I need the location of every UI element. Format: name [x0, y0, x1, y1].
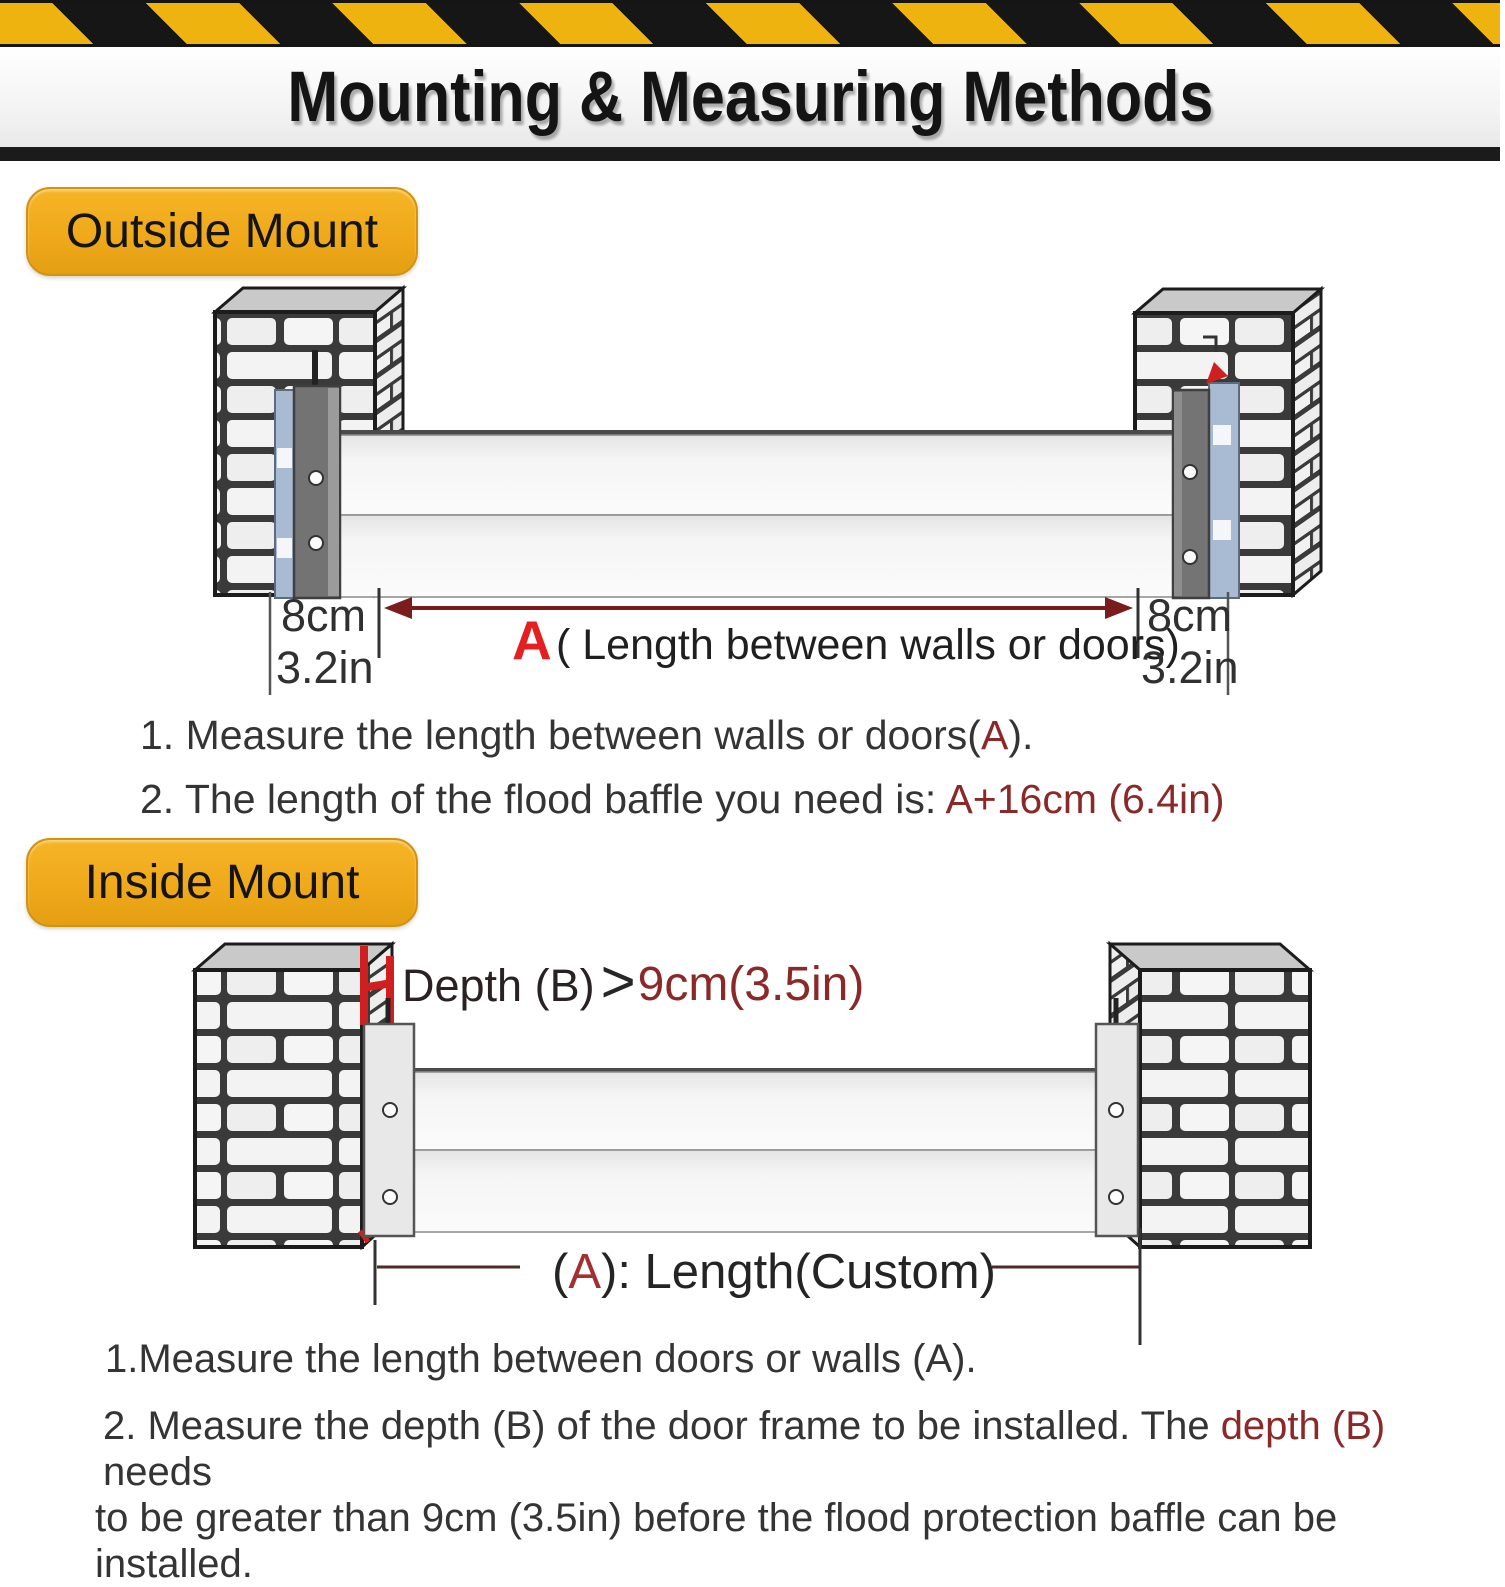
inside-left-bracket [364, 998, 414, 1236]
flood-barrier-panels [337, 430, 1173, 597]
caution-tape-stripe [0, 0, 1500, 47]
seal-notch [1213, 425, 1231, 445]
seal-notch [1213, 520, 1231, 540]
screw-hole [309, 471, 323, 485]
screw-hole [383, 1190, 397, 1204]
barrier-panel [337, 515, 1173, 597]
span-letter-a: A [512, 609, 552, 671]
length-letter-a: A [568, 1245, 602, 1299]
left-offset-in: 3.2in [276, 642, 374, 693]
seal-strip [1209, 383, 1239, 598]
barrier-panel [414, 1072, 1096, 1150]
seal-strip [275, 390, 295, 598]
arrow-head-left-icon [384, 597, 412, 619]
flood-barrier-panels [414, 1068, 1096, 1232]
inside-right-pillar [1110, 944, 1310, 1247]
barrier-panel [337, 435, 1173, 515]
depth-label [402, 948, 865, 1018]
screw-hole [1183, 465, 1197, 479]
screw-hole [1109, 1103, 1123, 1117]
pillar-front-face [195, 970, 362, 1247]
inside-step-2: 2. Measure the depth (B) of the door frame to be installed. The depth (B) needs [103, 1404, 1386, 1494]
depth-value: 9cm(3.5in) [637, 958, 865, 1011]
pillar-top-face [1110, 944, 1310, 970]
screw-hole [309, 536, 323, 550]
length-label: (A): Length(Custom) [552, 1245, 996, 1299]
header-divider-bar [0, 147, 1500, 161]
seal-notch [277, 448, 292, 468]
channel-highlight [1174, 392, 1182, 596]
depth-label-text: Depth (B) [402, 959, 595, 1011]
inside-step-2-continued: to be greater than 9cm (3.5in) before the flood protection baffle can be installed. [95, 1496, 1338, 1586]
inside-steps [95, 1336, 1505, 1587]
outside-mount-badge [26, 187, 418, 276]
inside-right-bracket [1096, 998, 1138, 1236]
seal-notch [277, 538, 292, 558]
inside-step-1: 1.Measure the length between doors or walls (A). [105, 1337, 977, 1381]
barrier-panel [414, 1150, 1096, 1232]
screw-hole [1183, 550, 1197, 564]
right-offset-in: 3.2in [1141, 642, 1239, 693]
inside-mount-badge-label: Inside Mount [84, 856, 360, 909]
outside-mount-badge-label: Outside Mount [65, 205, 379, 258]
screw-hole [1109, 1190, 1123, 1204]
left-offset-cm: 8cm [281, 590, 367, 641]
title-band [0, 47, 1500, 147]
pillar-top-face [1135, 289, 1321, 313]
pillar-side-face [1293, 289, 1321, 595]
span-label-text: ( Length between walls or doors) [556, 621, 1180, 669]
greater-than-sign: > [600, 948, 636, 1015]
page-title: Mounting & Measuring Methods [286, 57, 1214, 137]
right-offset-cm: 8cm [1147, 590, 1233, 641]
channel-highlight [328, 388, 339, 596]
screw-hole [383, 1103, 397, 1117]
pillar-top-face [215, 288, 403, 312]
depth-indicator-crossbar [362, 983, 392, 988]
arrow-head-right-icon [1105, 597, 1133, 619]
pillar-front-face [1140, 970, 1310, 1247]
inside-mount-badge [26, 838, 418, 927]
outside-step-2: 2. The length of the flood baffle you need is: A+16cm (6.4in) [140, 776, 1225, 823]
outside-steps [140, 712, 1480, 823]
outside-step-1: 1. Measure the length between walls or doors(A). [140, 712, 1034, 758]
